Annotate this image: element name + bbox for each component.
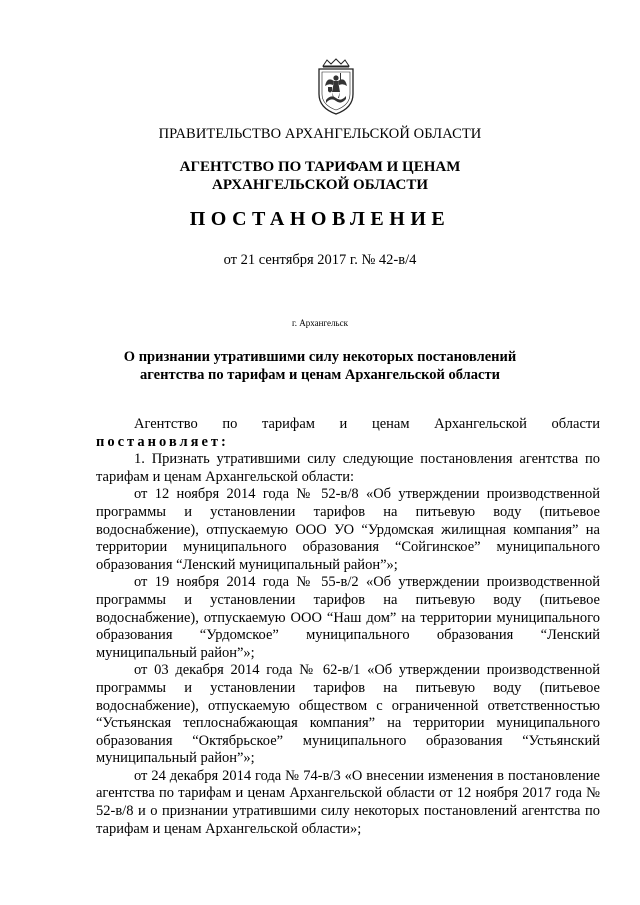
decree-word: постановляет:	[96, 433, 229, 450]
document-type-title: ПОСТАНОВЛЕНИЕ	[189, 208, 451, 230]
body-intro: Агентство по тарифам и ценам Архангельской области	[134, 416, 600, 432]
document-subject	[0, 348, 640, 384]
body-act2: от 19 ноября 2014 года № 55-в/2 «Об утверждении производственной программы и установлении тарифов на питьевую воду (питьевое водоснабжение), отпускаемую ООО “Наш дом” на территории муниципального образования “Урдомское” муниципального образования “Ленский муниципальный район”»;	[96, 574, 600, 661]
subject-line2: агентства по тарифам и ценам Архангельской области	[140, 367, 500, 383]
agency-name	[0, 158, 640, 194]
coat-of-arms-icon	[313, 58, 359, 116]
agency-name-line2: АРХАНГЕЛЬСКОЙ ОБЛАСТИ	[212, 177, 428, 193]
agency-name-line1: АГЕНТСТВО ПО ТАРИФАМ И ЦЕНАМ	[179, 159, 461, 175]
document-city: г. Архангельск	[292, 318, 348, 328]
body-act3: от 03 декабря 2014 года № 62-в/1 «Об утверждении производственной программы и установлении тарифов на питьевую воду (питьевое водоснабжение), отпускаемую обществом с ограниченной ответственностью “Устьянская теплоснабжающая компания” на территории муниципального образования “Октябрьское” муниципального образования “Устьянский муниципальный район”»;	[96, 662, 600, 767]
subject-line1: О признании утратившими силу некоторых постановлений	[123, 349, 517, 365]
body-item1: 1. Признать утратившими силу следующие постановления агентства по тарифам и ценам Архангельской области:	[96, 451, 600, 485]
document-body	[96, 416, 600, 838]
body-act4: от 24 декабря 2014 года № 74-в/3 «О внесении изменения в постановление агентства по тарифам и ценам Архангельской области от 12 ноября 2017 года № 52-в/8 и о признании утратившими силу некоторых постановлений агентства по тарифам и ценам Архангельской области»;	[96, 767, 600, 837]
body-act1: от 12 ноября 2014 года № 52-в/8 «Об утверждении производственной программы и установлении тарифов на питьевую воду (питьевое водоснабжение), отпускаемую ООО УО “Урдомская жилищная компания” на территории муниципального образования “Сойгинское” муниципального образования “Ленский муниципальный район”»;	[96, 486, 600, 573]
government-name: ПРАВИТЕЛЬСТВО АРХАНГЕЛЬСКОЙ ОБЛАСТИ	[158, 126, 482, 142]
document-date-number: от 21 сентября 2017 г. № 42-в/4	[223, 252, 417, 268]
